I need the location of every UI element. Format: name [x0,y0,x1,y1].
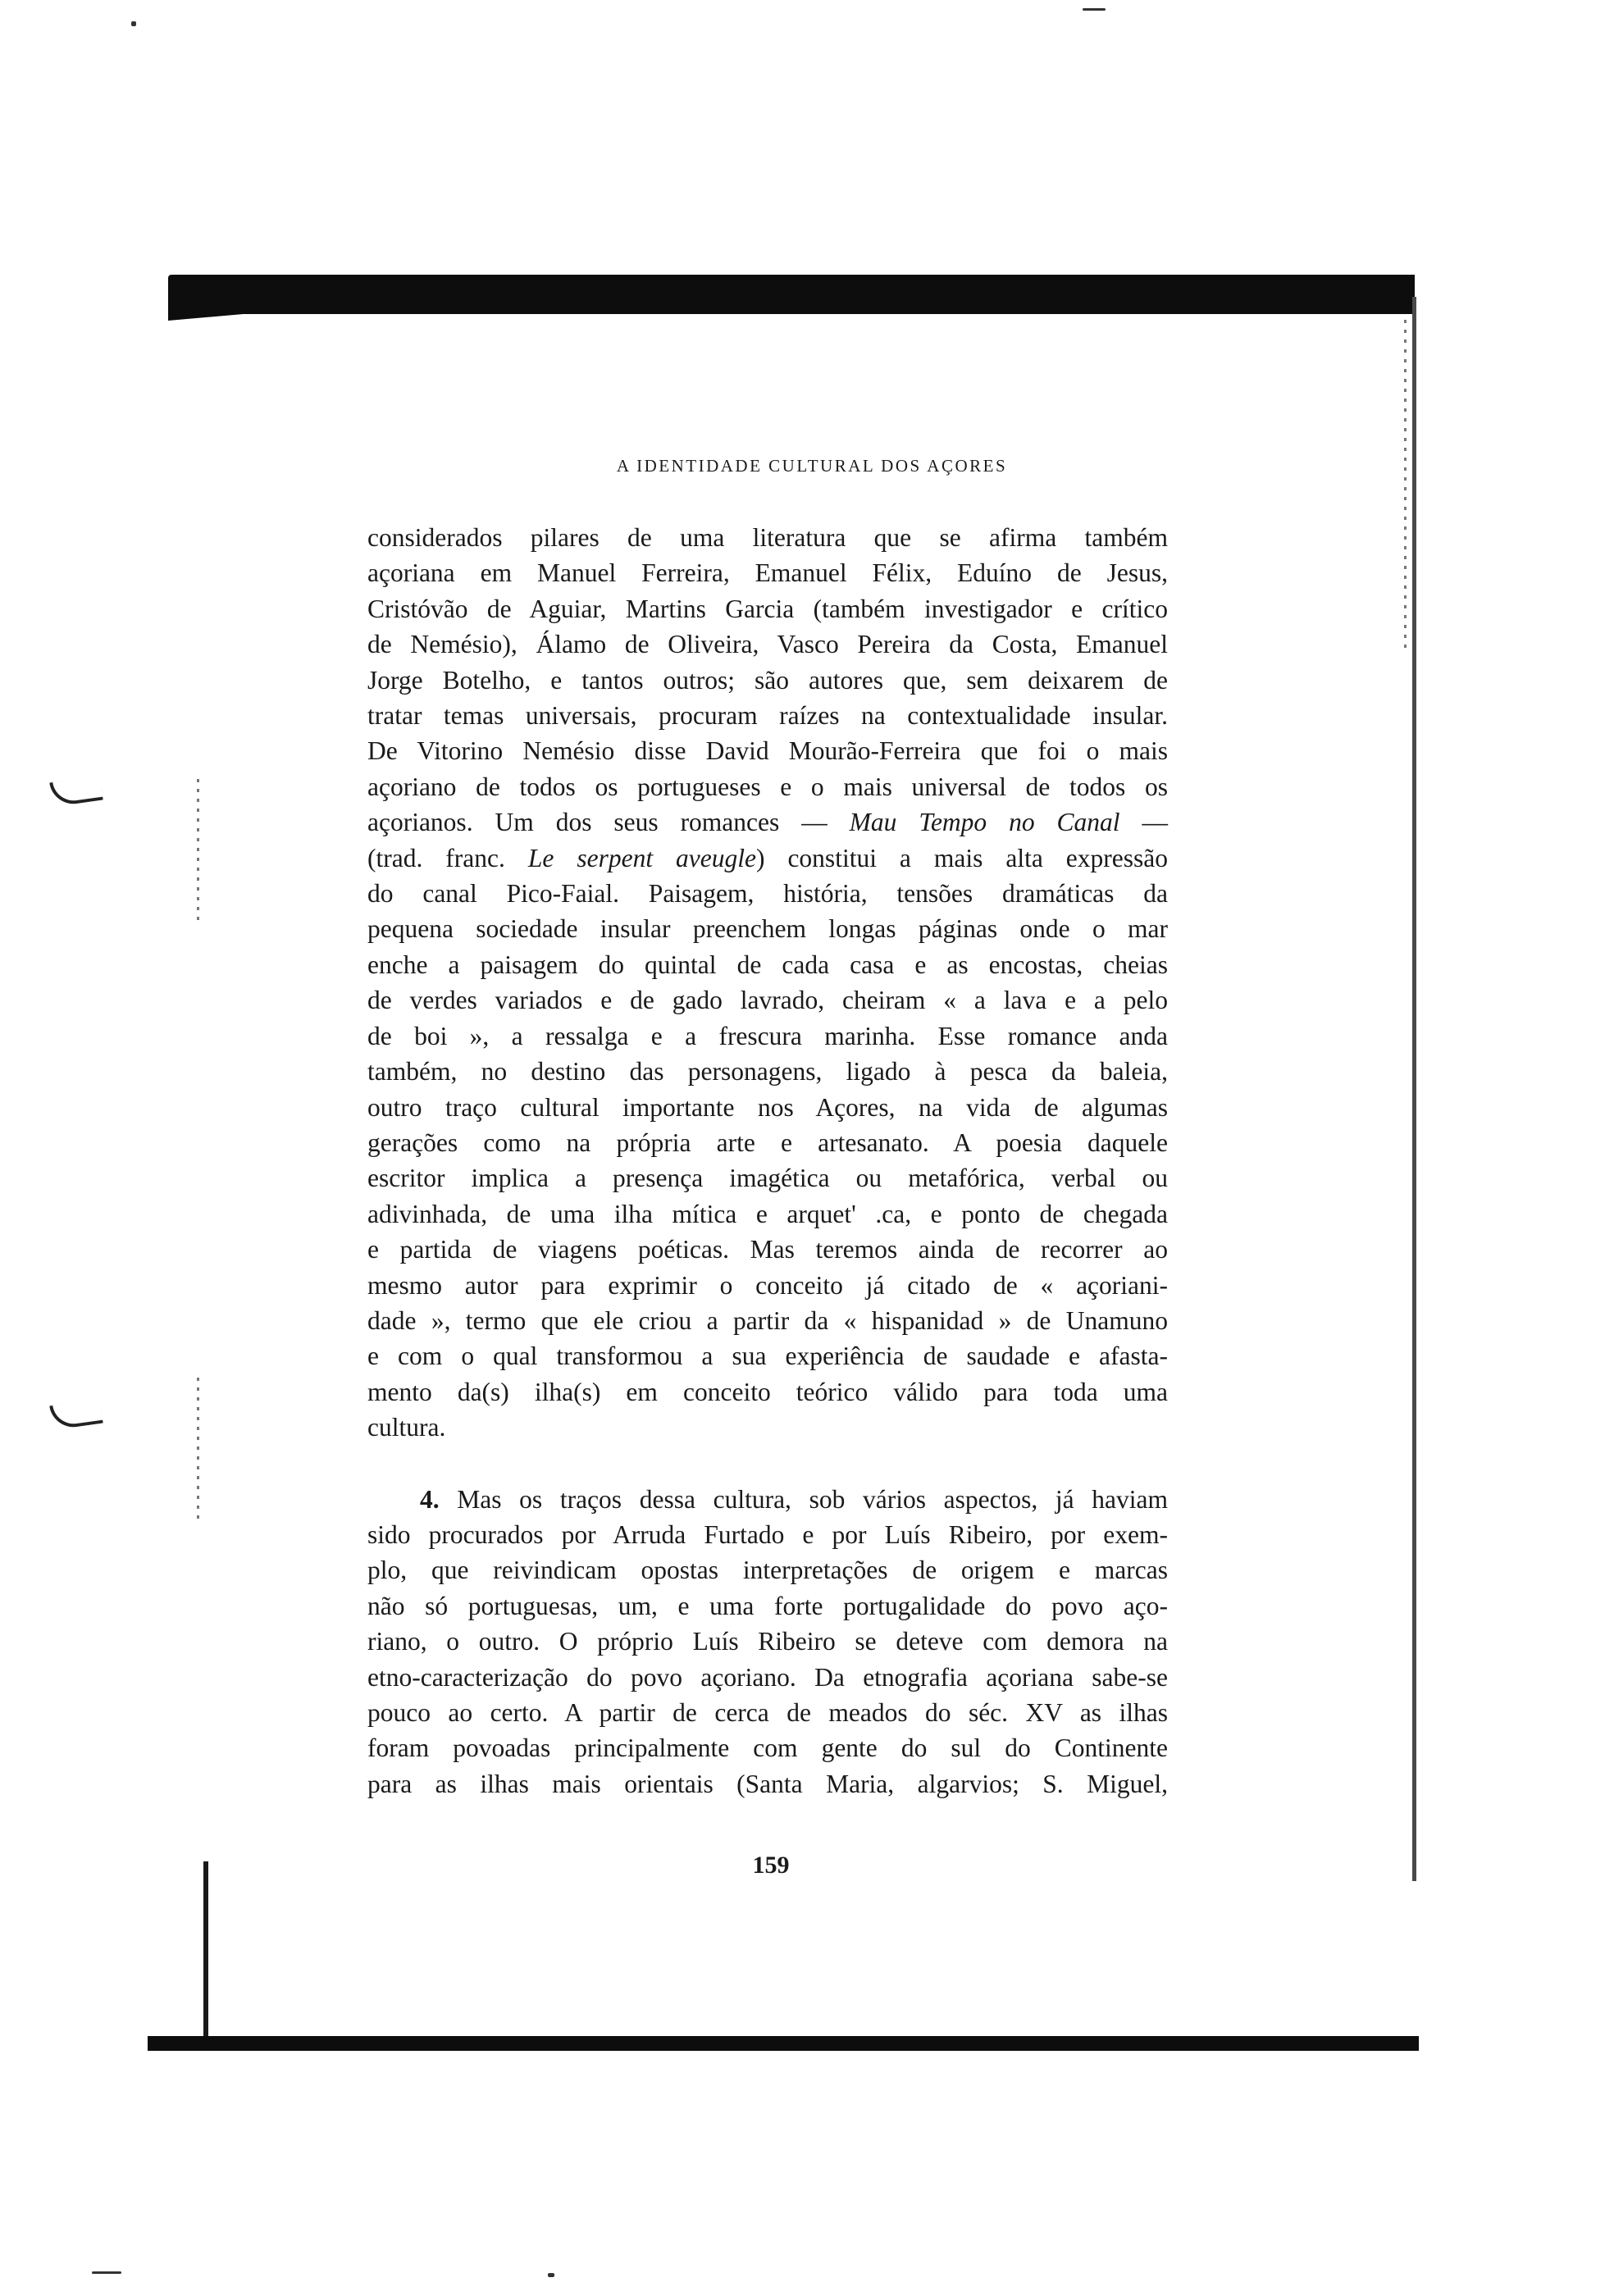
scan-speck [92,2271,121,2274]
text-line: e com o qual transformou a sua experiência de saudade e afasta- [367,1342,1168,1371]
text-line: não só portuguesas, um, e uma forte portugalidade do povo aço- [367,1591,1168,1620]
text-line: foram povoadas principalmente com gente do sul do Continente [367,1733,1168,1763]
italic-title: Mau Tempo no Canal [849,808,1120,837]
text-line: Cristóvão de Aguiar, Martins Garcia (também investigador e crítico [367,594,1168,623]
text-line: plo, que reivindicam opostas interpretações de origem e marcas [367,1556,1168,1585]
text-line: de boi », a ressalga e a frescura marinha. Esse romance anda [367,1021,1168,1050]
scan-speck [548,2273,554,2277]
section-number: 4. [420,1484,440,1514]
text-line: escritor implica a presença imagética ou metafórica, verbal ou [367,1164,1168,1193]
section-first-line [367,1482,1168,1517]
text-line: mento da(s) ilha(s) em conceito teórico válido para toda uma [367,1377,1168,1406]
paragraph-1 [367,520,1168,1446]
text-line: cultura. [367,1413,446,1442]
text-line-with-title: (trad. franc. Le serpent aveugle) constitui a mais alta expressão [367,843,1168,872]
text-line: também, no destino das personagens, ligado à pesca da baleia, [367,1057,1168,1086]
text-line: e partida de viagens poéticas. Mas teremos ainda de recorrer ao [367,1235,1168,1264]
italic-title: Le serpent aveugle [527,843,756,872]
text-line: mesmo autor para exprimir o conceito já citado de « açoriani- [367,1270,1168,1300]
binding-hook-mark [49,776,103,807]
text-line: de Nemésio), Álamo de Oliveira, Vasco Pereira da Costa, Emanuel [367,630,1168,659]
text-line: enche a paisagem do quintal de cada casa e as encostas, cheias [367,950,1168,979]
scan-speck [1083,8,1106,11]
margin-mark [197,1378,199,1525]
margin-mark [197,779,199,927]
text-line: Jorge Botelho, e tantos outros; são autores que, sem deixarem de [367,665,1168,695]
text-line: considerados pilares de uma literatura que se afirma também [367,523,1168,552]
scan-border-left [203,1861,208,2042]
scan-speck [131,21,136,26]
scan-border-right [1412,297,1416,1881]
page-number: 159 [752,1852,790,1879]
text-line: dade », termo que ele criou a partir da « hispanidad » de Unamuno [367,1305,1168,1335]
text-line: de verdes variados e de gado lavrado, cheiram « a lava e a pelo [367,986,1168,1015]
text-line: açoriano de todos os portugueses e o mais universal de todos os [367,772,1168,801]
text-line: gerações como na própria arte e artesanato. A poesia daquele [367,1128,1168,1157]
text-line-with-title: açorianos. Um dos seus romances — Mau Tempo no Canal — [367,808,1168,837]
text-line: De Vitorino Nemésio disse David Mourão-Ferreira que foi o mais [367,736,1168,766]
text-line: pequena sociedade insular preenchem longas páginas onde o mar [367,914,1168,944]
text-line: açoriana em Manuel Ferreira, Emanuel Félix, Eduíno de Jesus, [367,558,1168,588]
running-head: A IDENTIDADE CULTURAL DOS AÇORES [616,456,1008,476]
margin-mark [1404,320,1407,648]
text-line: pouco ao certo. A partir de cerca de meados do séc. XV as ilhas [367,1698,1168,1727]
scan-border-top [168,275,1415,314]
scan-border-bottom [148,2036,1419,2051]
scan-border-top-taper [168,308,258,321]
text-line: para as ilhas mais orientais (Santa Maria, algarvios; S. Miguel, [367,1769,1168,1798]
paragraph-2 [367,1482,1168,1802]
text-line: tratar temas universais, procuram raízes na contextualidade insular. [367,701,1168,731]
text-line: sido procurados por Arruda Furtado e por Luís Ribeiro, por exem- [367,1519,1168,1549]
text-line: outro traço cultural importante nos Açores, na vida de algumas [367,1092,1168,1122]
text-line: riano, o outro. O próprio Luís Ribeiro se deteve com demora na [367,1627,1168,1656]
text-line: Mas os traços dessa cultura, sob vários aspectos, já haviam [457,1484,1168,1514]
text-line: do canal Pico-Faial. Paisagem, história, tensões dramáticas da [367,879,1168,909]
body-text [367,520,1168,1802]
binding-hook-mark [49,1399,103,1430]
paragraph-gap [367,1446,1168,1482]
text-line: adivinhada, de uma ilha mítica e arquet' .ca, e ponto de chegada [367,1199,1168,1228]
text-line: etno-caracterização do povo açoriano. Da etnografia açoriana sabe-se [367,1662,1168,1692]
